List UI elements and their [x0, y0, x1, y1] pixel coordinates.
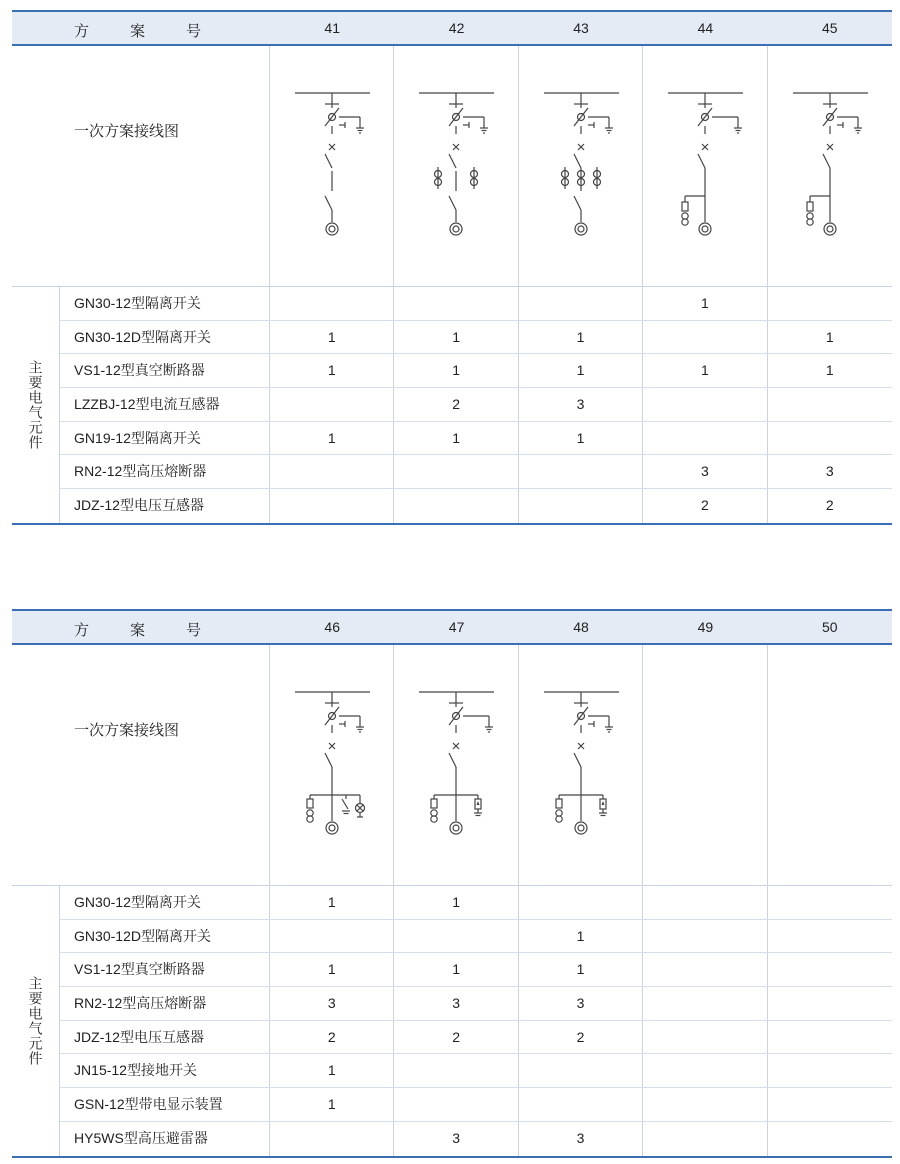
- component-qty: [519, 455, 643, 488]
- scheme-number: 41: [324, 20, 340, 36]
- table-row: [60, 455, 892, 489]
- scheme-number: 44: [697, 20, 714, 36]
- component-qty: [643, 987, 767, 1020]
- component-qty: 1: [825, 328, 834, 345]
- component-qty: [768, 1054, 892, 1087]
- component-qty: 1: [643, 354, 767, 387]
- component-name: JN15-12型接地开关: [60, 1054, 270, 1087]
- wiring-diagram-45: [768, 46, 892, 286]
- component-name: VS1-12型真空断路器: [60, 354, 270, 387]
- components-group-label: 主要电气元件: [12, 886, 60, 1156]
- wiring-diagram-row: [12, 46, 892, 287]
- component-qty: 1: [519, 354, 643, 387]
- component-qty: [643, 886, 767, 919]
- wiring-diagram-cell: [394, 46, 518, 286]
- component-qty: 1: [519, 422, 643, 455]
- component-qty: 1: [825, 362, 834, 379]
- component-qty: 1: [519, 953, 643, 986]
- component-qty: [643, 388, 767, 421]
- component-name: RN2-12型高压熔断器: [60, 455, 270, 488]
- table-row: [60, 1054, 892, 1088]
- component-qty: 3: [270, 987, 394, 1020]
- component-qty: [519, 287, 643, 320]
- wiring-diagram-cell: [519, 46, 643, 286]
- component-name: HY5WS型高压避雷器: [60, 1122, 270, 1156]
- scheme-number: 46: [324, 619, 340, 635]
- component-qty: 3: [643, 455, 767, 488]
- component-qty: [270, 1122, 394, 1156]
- component-name: JDZ-12型电压互感器: [60, 1021, 270, 1054]
- component-qty: 2: [270, 1021, 394, 1054]
- scheme-number: 45: [821, 20, 838, 36]
- table-row: [60, 1088, 892, 1122]
- scheme-table-2: [12, 609, 892, 1158]
- component-name: GSN-12型带电显示装置: [60, 1088, 270, 1121]
- component-qty: [519, 886, 643, 919]
- wiring-diagram-42: [394, 46, 518, 286]
- scheme-number: 42: [448, 20, 465, 36]
- wiring-diagram-cell-empty: [768, 645, 892, 885]
- table-row: [60, 886, 892, 920]
- component-qty: [768, 1021, 892, 1054]
- component-qty: 1: [394, 422, 518, 455]
- component-qty: 2: [519, 1021, 643, 1054]
- component-qty: [643, 321, 767, 354]
- table-row: [60, 422, 892, 456]
- header-label: 方 案 号: [74, 622, 202, 639]
- wiring-diagram-cell: [394, 645, 518, 885]
- component-name: GN30-12型隔离开关: [60, 886, 270, 919]
- wiring-diagram-cell: [270, 46, 394, 286]
- component-qty: 2: [825, 497, 834, 514]
- component-qty: [519, 1088, 643, 1121]
- component-qty: [270, 388, 394, 421]
- table-row: [60, 354, 892, 388]
- table-row: [60, 287, 892, 321]
- component-name: GN30-12D型隔离开关: [60, 321, 270, 354]
- component-qty: [643, 1122, 767, 1156]
- component-qty: [768, 920, 892, 953]
- component-qty: 1: [394, 354, 518, 387]
- component-qty: [394, 287, 518, 320]
- wiring-diagram-47: [394, 645, 518, 885]
- component-qty: [394, 1088, 518, 1121]
- component-name: RN2-12型高压熔断器: [60, 987, 270, 1020]
- component-qty: 2: [643, 489, 767, 523]
- component-qty: [643, 920, 767, 953]
- component-qty: [768, 1122, 892, 1156]
- wiring-diagram-cell: [643, 46, 767, 286]
- wiring-diagram-44: [643, 46, 767, 286]
- wiring-diagram-cell: [768, 46, 892, 286]
- components-section: [12, 287, 892, 525]
- component-qty: [768, 422, 892, 455]
- component-qty: 1: [643, 287, 767, 320]
- component-qty: [394, 920, 518, 953]
- component-qty: 1: [270, 354, 394, 387]
- component-qty: 3: [394, 1122, 518, 1156]
- table-header: [12, 611, 892, 645]
- component-qty: 1: [270, 321, 394, 354]
- scheme-number: 43: [573, 20, 589, 36]
- component-name: GN30-12型隔离开关: [60, 287, 270, 320]
- table-row: [60, 953, 892, 987]
- component-qty: [270, 920, 394, 953]
- components-group-label: 主要电气元件: [12, 287, 60, 523]
- component-qty: 3: [825, 463, 834, 480]
- component-qty: [768, 886, 892, 919]
- component-qty: 1: [394, 953, 518, 986]
- component-name: GN30-12D型隔离开关: [60, 920, 270, 953]
- component-qty: [519, 1054, 643, 1087]
- component-qty: 1: [270, 886, 394, 919]
- table-row: [60, 388, 892, 422]
- wiring-diagram-row: [12, 645, 892, 886]
- component-qty: 3: [519, 388, 643, 421]
- component-qty: [270, 287, 394, 320]
- component-qty: 2: [394, 1021, 518, 1054]
- component-qty: [270, 455, 394, 488]
- component-qty: [768, 987, 892, 1020]
- component-name: GN19-12型隔离开关: [60, 422, 270, 455]
- component-qty: 1: [270, 1088, 394, 1121]
- wiring-diagram-label: 一次方案接线图: [12, 645, 270, 885]
- components-rows: [60, 287, 892, 523]
- component-qty: 2: [394, 388, 518, 421]
- wiring-diagram-cell: [270, 645, 394, 885]
- component-qty: 1: [270, 953, 394, 986]
- component-qty: [768, 287, 892, 320]
- component-qty: [394, 489, 518, 523]
- component-qty: [643, 1088, 767, 1121]
- component-qty: 3: [519, 1122, 643, 1156]
- component-name: LZZBJ-12型电流互感器: [60, 388, 270, 421]
- header-label: 方 案 号: [74, 23, 202, 40]
- wiring-diagram-48: [519, 645, 643, 885]
- components-section: [12, 886, 892, 1158]
- components-rows: [60, 886, 892, 1156]
- component-qty: 1: [394, 886, 518, 919]
- table-row: [60, 321, 892, 355]
- component-name: VS1-12型真空断路器: [60, 953, 270, 986]
- table-row: [60, 1021, 892, 1055]
- scheme-number: 50: [821, 619, 838, 635]
- component-qty: 1: [519, 321, 643, 354]
- component-qty: [270, 489, 394, 523]
- component-qty: 1: [394, 321, 518, 354]
- wiring-diagram-43: [519, 46, 643, 286]
- component-name: JDZ-12型电压互感器: [60, 489, 270, 523]
- component-qty: [768, 953, 892, 986]
- table-row: [60, 489, 892, 523]
- wiring-diagram-cell: [519, 645, 643, 885]
- component-qty: [643, 953, 767, 986]
- table-row: [60, 987, 892, 1021]
- component-qty: [643, 1054, 767, 1087]
- component-qty: 1: [519, 920, 643, 953]
- component-qty: 3: [519, 987, 643, 1020]
- component-qty: [768, 1088, 892, 1121]
- wiring-diagram-41: [270, 46, 394, 286]
- wiring-diagram-46: [270, 645, 394, 885]
- component-qty: [643, 422, 767, 455]
- component-qty: 3: [394, 987, 518, 1020]
- scheme-table-1: [12, 10, 892, 525]
- component-qty: [643, 1021, 767, 1054]
- component-qty: [394, 455, 518, 488]
- scheme-number: 47: [448, 619, 465, 635]
- scheme-number: 48: [573, 619, 589, 635]
- table-row: [60, 920, 892, 954]
- component-qty: 1: [270, 422, 394, 455]
- component-qty: [519, 489, 643, 523]
- component-qty: [768, 388, 892, 421]
- table-row: [60, 1122, 892, 1156]
- wiring-diagram-cell-empty: [643, 645, 767, 885]
- component-qty: 1: [270, 1054, 394, 1087]
- table-header: [12, 12, 892, 46]
- wiring-diagram-label: 一次方案接线图: [12, 46, 270, 286]
- component-qty: [394, 1054, 518, 1087]
- scheme-number: 49: [697, 619, 714, 635]
